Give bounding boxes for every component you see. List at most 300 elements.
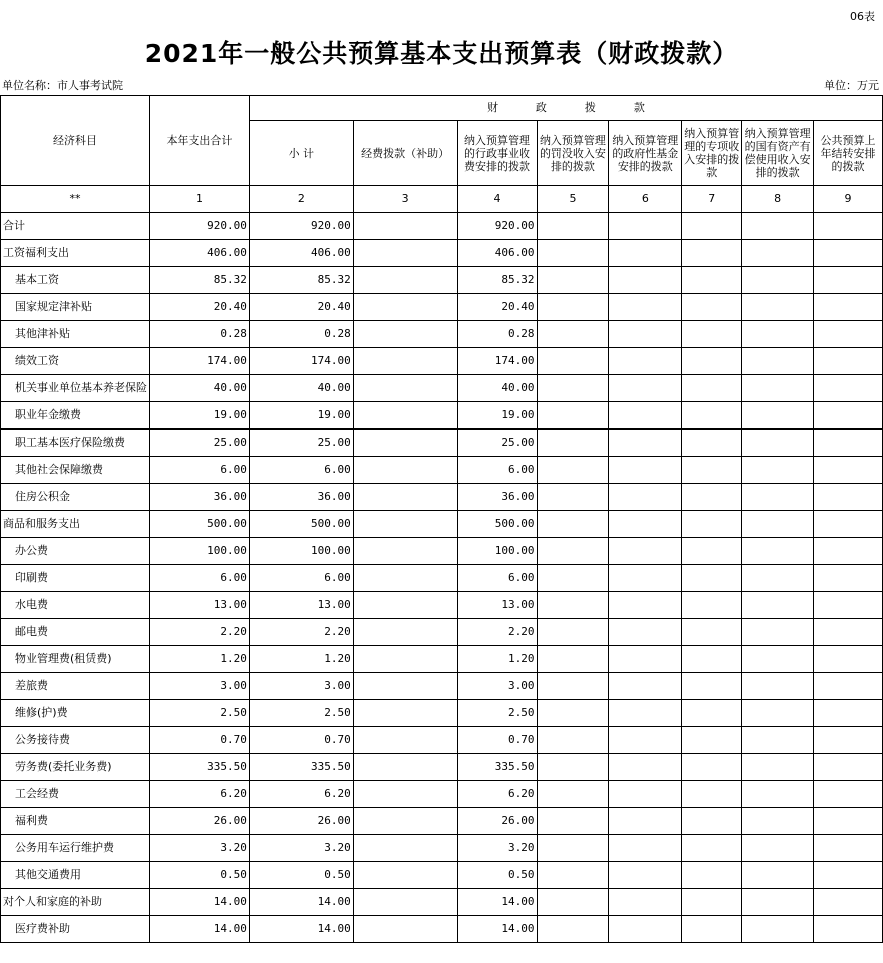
cell-c9: [814, 889, 883, 916]
cell-c7: [682, 294, 742, 321]
cell-c9: [814, 916, 883, 943]
unit-measure: 单位：万元: [824, 79, 879, 92]
cell-c4: 40.00: [457, 375, 537, 402]
cell-subtotal: 19.00: [249, 402, 353, 430]
cell-c3: [353, 916, 457, 943]
header-c3: 经费拨款（补助）: [353, 121, 457, 186]
row-subject: 印刷费: [1, 565, 150, 592]
cell-subtotal: 85.32: [249, 267, 353, 294]
cell-subtotal: 13.00: [249, 592, 353, 619]
cell-c9: [814, 402, 883, 430]
cell-c5: [537, 700, 609, 727]
cell-c8: [742, 538, 814, 565]
cell-subtotal: 20.40: [249, 294, 353, 321]
row-subject: 职工基本医疗保险缴费: [1, 429, 150, 457]
cell-c6: [609, 457, 682, 484]
cell-total: 3.20: [150, 835, 250, 862]
cell-total: 2.50: [150, 700, 250, 727]
cell-subtotal: 3.20: [249, 835, 353, 862]
cell-c5: [537, 213, 609, 240]
cell-c3: [353, 294, 457, 321]
cell-c3: [353, 213, 457, 240]
header-c8: 纳入预算管理的国有资产有偿使用收入安排的拨款: [742, 121, 814, 186]
cell-c3: [353, 592, 457, 619]
cell-c6: [609, 348, 682, 375]
cell-total: 0.28: [150, 321, 250, 348]
row-subject: 机关事业单位基本养老保险: [1, 375, 150, 402]
index-cell: 7: [682, 186, 742, 213]
cell-c3: [353, 348, 457, 375]
cell-c6: [609, 619, 682, 646]
cell-subtotal: 6.20: [249, 781, 353, 808]
row-subject: 医疗费补助: [1, 916, 150, 943]
cell-c7: [682, 240, 742, 267]
cell-c4: 26.00: [457, 808, 537, 835]
cell-c9: [814, 267, 883, 294]
cell-total: 3.00: [150, 673, 250, 700]
cell-c6: [609, 538, 682, 565]
cell-total: 6.00: [150, 457, 250, 484]
row-subject: 其他社会保障缴费: [1, 457, 150, 484]
table-row: [1, 538, 883, 565]
cell-c3: [353, 429, 457, 457]
row-subject: 维修(护)费: [1, 700, 150, 727]
cell-c8: [742, 889, 814, 916]
table-row: [1, 565, 883, 592]
cell-c5: [537, 348, 609, 375]
cell-c5: [537, 754, 609, 781]
cell-c5: [537, 592, 609, 619]
cell-c3: [353, 889, 457, 916]
cell-c3: [353, 862, 457, 889]
table-row: [1, 213, 883, 240]
table-row: [1, 321, 883, 348]
cell-subtotal: 100.00: [249, 538, 353, 565]
unit-name: 单位名称：市人事考试院: [2, 79, 123, 92]
table-row: [1, 429, 883, 457]
table-row: [1, 646, 883, 673]
cell-c3: [353, 402, 457, 430]
cell-c3: [353, 240, 457, 267]
index-cell: 4: [457, 186, 537, 213]
cell-c6: [609, 754, 682, 781]
index-cell: 3: [353, 186, 457, 213]
cell-c8: [742, 240, 814, 267]
cell-c8: [742, 808, 814, 835]
cell-c8: [742, 646, 814, 673]
cell-c9: [814, 429, 883, 457]
header-c5: 纳入预算管理的罚没收入安排的拨款: [537, 121, 609, 186]
header-group-fiscal: 财政拨款: [249, 96, 882, 121]
cell-c5: [537, 727, 609, 754]
table-row: [1, 889, 883, 916]
cell-c8: [742, 700, 814, 727]
cell-c6: [609, 646, 682, 673]
cell-subtotal: 0.70: [249, 727, 353, 754]
cell-c9: [814, 484, 883, 511]
table-row: [1, 862, 883, 889]
cell-c9: [814, 754, 883, 781]
table-row: [1, 619, 883, 646]
cell-c9: [814, 835, 883, 862]
row-subject: 公务用车运行维护费: [1, 835, 150, 862]
cell-c9: [814, 592, 883, 619]
cell-c6: [609, 240, 682, 267]
cell-c8: [742, 348, 814, 375]
cell-c7: [682, 835, 742, 862]
cell-c3: [353, 484, 457, 511]
table-row: [1, 781, 883, 808]
row-subject: 合计: [1, 213, 150, 240]
cell-c6: [609, 592, 682, 619]
table-row: [1, 673, 883, 700]
cell-c4: 0.70: [457, 727, 537, 754]
cell-c8: [742, 619, 814, 646]
cell-c3: [353, 754, 457, 781]
cell-c4: 406.00: [457, 240, 537, 267]
cell-c6: [609, 673, 682, 700]
cell-c7: [682, 538, 742, 565]
cell-c3: [353, 835, 457, 862]
cell-c4: 36.00: [457, 484, 537, 511]
row-subject: 办公费: [1, 538, 150, 565]
cell-c5: [537, 916, 609, 943]
cell-c3: [353, 375, 457, 402]
table-row: [1, 808, 883, 835]
cell-c6: [609, 321, 682, 348]
cell-c6: [609, 511, 682, 538]
row-subject: 福利费: [1, 808, 150, 835]
cell-c4: 174.00: [457, 348, 537, 375]
cell-c8: [742, 673, 814, 700]
row-subject: 水电费: [1, 592, 150, 619]
index-cell: 5: [537, 186, 609, 213]
cell-c8: [742, 402, 814, 430]
cell-c8: [742, 511, 814, 538]
cell-c5: [537, 321, 609, 348]
cell-c4: 6.00: [457, 457, 537, 484]
table-row: [1, 267, 883, 294]
cell-c7: [682, 348, 742, 375]
cell-c5: [537, 240, 609, 267]
cell-subtotal: 500.00: [249, 511, 353, 538]
cell-total: 335.50: [150, 754, 250, 781]
cell-c4: 0.28: [457, 321, 537, 348]
row-subject: 住房公积金: [1, 484, 150, 511]
cell-c3: [353, 565, 457, 592]
cell-c4: 500.00: [457, 511, 537, 538]
cell-total: 500.00: [150, 511, 250, 538]
cell-total: 174.00: [150, 348, 250, 375]
cell-c7: [682, 213, 742, 240]
cell-total: 36.00: [150, 484, 250, 511]
cell-c3: [353, 646, 457, 673]
cell-subtotal: 3.00: [249, 673, 353, 700]
cell-c9: [814, 673, 883, 700]
cell-subtotal: 0.50: [249, 862, 353, 889]
cell-subtotal: 36.00: [249, 484, 353, 511]
cell-c8: [742, 375, 814, 402]
cell-subtotal: 2.20: [249, 619, 353, 646]
cell-c5: [537, 673, 609, 700]
cell-c7: [682, 889, 742, 916]
cell-c8: [742, 727, 814, 754]
row-subject: 公务接待费: [1, 727, 150, 754]
cell-c4: 25.00: [457, 429, 537, 457]
cell-c9: [814, 538, 883, 565]
cell-total: 1.20: [150, 646, 250, 673]
cell-c5: [537, 511, 609, 538]
table-row: [1, 402, 883, 430]
cell-c5: [537, 267, 609, 294]
cell-total: 6.20: [150, 781, 250, 808]
table-row: [1, 240, 883, 267]
cell-c9: [814, 619, 883, 646]
cell-subtotal: 335.50: [249, 754, 353, 781]
cell-c7: [682, 673, 742, 700]
cell-total: 14.00: [150, 889, 250, 916]
cell-c9: [814, 808, 883, 835]
cell-c9: [814, 321, 883, 348]
cell-c7: [682, 808, 742, 835]
cell-c8: [742, 565, 814, 592]
header-subject: 经济科目: [1, 96, 150, 186]
table-row: [1, 592, 883, 619]
cell-c4: 14.00: [457, 889, 537, 916]
cell-c4: 14.00: [457, 916, 537, 943]
cell-c6: [609, 808, 682, 835]
page-title: 2021年一般公共预算基本支出预算表（财政拨款）: [144, 39, 739, 68]
cell-c3: [353, 538, 457, 565]
cell-c5: [537, 808, 609, 835]
cell-c6: [609, 565, 682, 592]
cell-c4: 19.00: [457, 402, 537, 430]
table-header: [1, 96, 883, 213]
row-subject: 国家规定津补贴: [1, 294, 150, 321]
index-row: [1, 186, 883, 213]
cell-c7: [682, 727, 742, 754]
cell-total: 25.00: [150, 429, 250, 457]
cell-c3: [353, 727, 457, 754]
budget-table: [0, 95, 883, 943]
cell-c7: [682, 592, 742, 619]
cell-c5: [537, 375, 609, 402]
cell-c7: [682, 457, 742, 484]
cell-c9: [814, 348, 883, 375]
cell-c6: [609, 294, 682, 321]
index-cell: 8: [742, 186, 814, 213]
cell-c4: 0.50: [457, 862, 537, 889]
row-subject: 其他津补贴: [1, 321, 150, 348]
cell-c6: [609, 916, 682, 943]
cell-c7: [682, 402, 742, 430]
cell-c5: [537, 646, 609, 673]
cell-c8: [742, 267, 814, 294]
cell-total: 19.00: [150, 402, 250, 430]
cell-c3: [353, 673, 457, 700]
table-row: [1, 375, 883, 402]
cell-c3: [353, 619, 457, 646]
row-subject: 基本工资: [1, 267, 150, 294]
cell-subtotal: 25.00: [249, 429, 353, 457]
cell-subtotal: 0.28: [249, 321, 353, 348]
cell-c8: [742, 294, 814, 321]
cell-c8: [742, 835, 814, 862]
cell-subtotal: 26.00: [249, 808, 353, 835]
cell-c4: 6.00: [457, 565, 537, 592]
cell-subtotal: 40.00: [249, 375, 353, 402]
cell-total: 20.40: [150, 294, 250, 321]
cell-c8: [742, 429, 814, 457]
index-cell: 9: [814, 186, 883, 213]
cell-subtotal: 1.20: [249, 646, 353, 673]
row-subject: 其他交通费用: [1, 862, 150, 889]
cell-c6: [609, 484, 682, 511]
table-row: [1, 511, 883, 538]
table-body: [1, 213, 883, 943]
table-row: [1, 835, 883, 862]
cell-c6: [609, 889, 682, 916]
cell-c6: [609, 835, 682, 862]
cell-c5: [537, 429, 609, 457]
cell-subtotal: 920.00: [249, 213, 353, 240]
row-subject: 职业年金缴费: [1, 402, 150, 430]
header-c7: 纳入预算管理的专项收入安排的拨款: [682, 121, 742, 186]
cell-c5: [537, 294, 609, 321]
cell-c7: [682, 511, 742, 538]
cell-c5: [537, 484, 609, 511]
cell-c5: [537, 619, 609, 646]
cell-c4: 2.50: [457, 700, 537, 727]
cell-subtotal: 6.00: [249, 457, 353, 484]
cell-subtotal: 14.00: [249, 916, 353, 943]
cell-c7: [682, 862, 742, 889]
cell-c7: [682, 267, 742, 294]
cell-subtotal: 174.00: [249, 348, 353, 375]
cell-c7: [682, 646, 742, 673]
row-subject: 商品和服务支出: [1, 511, 150, 538]
cell-c7: [682, 700, 742, 727]
cell-c4: 3.00: [457, 673, 537, 700]
cell-c9: [814, 781, 883, 808]
cell-c4: 20.40: [457, 294, 537, 321]
cell-c6: [609, 727, 682, 754]
header-c9: 公共预算上年结转安排的拨款: [814, 121, 883, 186]
form-number: 06表: [850, 10, 875, 23]
table-row: [1, 484, 883, 511]
cell-c8: [742, 321, 814, 348]
cell-c5: [537, 862, 609, 889]
row-subject: 工会经费: [1, 781, 150, 808]
cell-c9: [814, 700, 883, 727]
cell-c7: [682, 321, 742, 348]
table-row: [1, 916, 883, 943]
cell-c3: [353, 781, 457, 808]
header-subtotal: 小 计: [249, 121, 353, 186]
cell-c3: [353, 511, 457, 538]
row-subject: 差旅费: [1, 673, 150, 700]
row-subject: 对个人和家庭的补助: [1, 889, 150, 916]
cell-c7: [682, 429, 742, 457]
cell-total: 6.00: [150, 565, 250, 592]
row-subject: 工资福利支出: [1, 240, 150, 267]
cell-c8: [742, 213, 814, 240]
cell-c4: 2.20: [457, 619, 537, 646]
table-row: [1, 727, 883, 754]
cell-c4: 13.00: [457, 592, 537, 619]
cell-total: 2.20: [150, 619, 250, 646]
row-subject: 绩效工资: [1, 348, 150, 375]
cell-c5: [537, 781, 609, 808]
table-row: [1, 754, 883, 781]
cell-c9: [814, 511, 883, 538]
cell-c7: [682, 781, 742, 808]
cell-c3: [353, 267, 457, 294]
cell-total: 406.00: [150, 240, 250, 267]
cell-c4: 1.20: [457, 646, 537, 673]
cell-c8: [742, 862, 814, 889]
index-cell: 6: [609, 186, 682, 213]
cell-c8: [742, 781, 814, 808]
cell-c9: [814, 565, 883, 592]
cell-c3: [353, 808, 457, 835]
cell-c6: [609, 429, 682, 457]
cell-c4: 100.00: [457, 538, 537, 565]
cell-c4: 335.50: [457, 754, 537, 781]
table-row: [1, 294, 883, 321]
cell-c6: [609, 213, 682, 240]
table-row: [1, 457, 883, 484]
cell-c8: [742, 592, 814, 619]
cell-c4: 3.20: [457, 835, 537, 862]
cell-c8: [742, 457, 814, 484]
cell-total: 0.50: [150, 862, 250, 889]
cell-c3: [353, 457, 457, 484]
cell-c9: [814, 213, 883, 240]
cell-c4: 920.00: [457, 213, 537, 240]
cell-c6: [609, 862, 682, 889]
cell-c5: [537, 402, 609, 430]
cell-subtotal: 2.50: [249, 700, 353, 727]
cell-c8: [742, 484, 814, 511]
cell-c3: [353, 700, 457, 727]
cell-c6: [609, 375, 682, 402]
cell-c7: [682, 754, 742, 781]
cell-subtotal: 14.00: [249, 889, 353, 916]
header-c4: 纳入预算管理的行政事业收费安排的拨款: [457, 121, 537, 186]
index-cell: 2: [249, 186, 353, 213]
cell-c6: [609, 267, 682, 294]
cell-subtotal: 406.00: [249, 240, 353, 267]
cell-c4: 85.32: [457, 267, 537, 294]
cell-c9: [814, 457, 883, 484]
cell-c6: [609, 781, 682, 808]
row-subject: 物业管理费(租赁费): [1, 646, 150, 673]
table-row: [1, 700, 883, 727]
cell-total: 14.00: [150, 916, 250, 943]
cell-c5: [537, 565, 609, 592]
cell-c6: [609, 700, 682, 727]
cell-c4: 6.20: [457, 781, 537, 808]
cell-subtotal: 6.00: [249, 565, 353, 592]
cell-c8: [742, 754, 814, 781]
header-total: 本年支出合计: [150, 96, 250, 186]
cell-c3: [353, 321, 457, 348]
row-subject: 劳务费(委托业务费): [1, 754, 150, 781]
cell-total: 0.70: [150, 727, 250, 754]
cell-total: 100.00: [150, 538, 250, 565]
cell-total: 13.00: [150, 592, 250, 619]
